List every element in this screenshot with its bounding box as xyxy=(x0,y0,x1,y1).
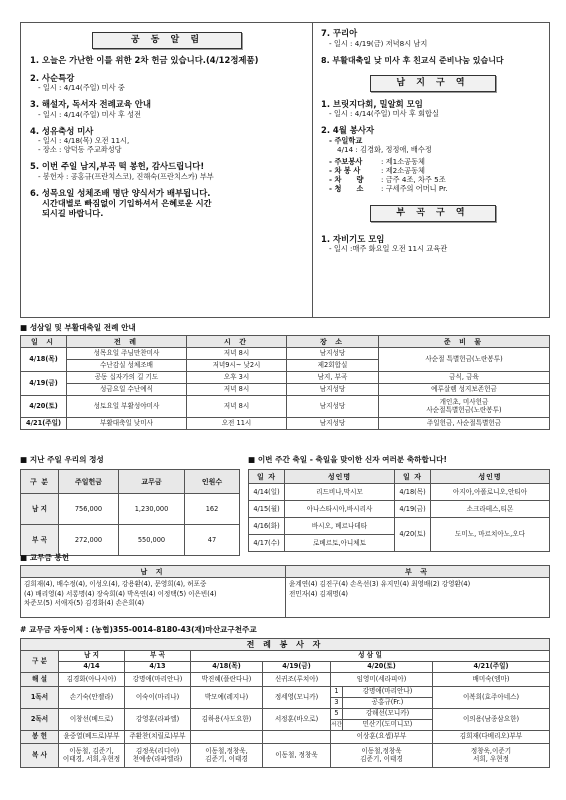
liturgy-place: 남지성당 xyxy=(287,396,379,418)
liturgy-h-place: 장 소 xyxy=(287,336,379,348)
liturgy-title: ■ 성삼일 및 부활대축일 전례 안내 xyxy=(20,323,136,332)
stats-h-count: 인원수 xyxy=(185,470,240,494)
server-line: 이동철,정창욱, xyxy=(205,746,248,755)
feast-h-date: 일 자 xyxy=(395,470,431,484)
feast-section xyxy=(248,455,550,552)
liturgy-date: 4/21(주일) xyxy=(21,418,67,430)
liturgy-rite: 성목요일 주님만찬미사 xyxy=(67,348,187,360)
feast-name: 아나스타시아,바시리사 xyxy=(285,501,395,518)
service-seongsam-label: 성 삼 일 xyxy=(191,651,550,662)
stats-sunday: 272,000 xyxy=(59,525,119,556)
role-label: 봉 헌 xyxy=(21,731,59,744)
service-table xyxy=(20,638,550,768)
notice-line: - 일시 : 4/18(목) 오전 11시, xyxy=(38,136,130,145)
service-cell: 강명애(마리안나) xyxy=(343,687,433,698)
role-label: 1독서 xyxy=(21,687,59,709)
namji-2-sub: - 주일학교 xyxy=(329,135,363,145)
liturgy-rite: 성금요일 수난예식 xyxy=(67,384,187,396)
liturgy-time: 저녁 8시 xyxy=(187,348,287,360)
service-cell: 이동철, 정창욱 xyxy=(263,744,331,768)
notice-line: - 봉헌자 : 공홍규(프란치스코), 진해숙(프란치스카) 부부 xyxy=(38,171,214,181)
tithe-line: 윤계연(4) 김진구(4) 손옥선(3) 유지민(4) 최영배(2) 강영환(4) xyxy=(289,580,471,589)
liturgy-date: 4/19(금) xyxy=(21,372,67,396)
namji-2-sub2: 4/14 : 김경화, 정정애, 배수정 xyxy=(337,144,432,154)
server-line: 김준기, 이태경 xyxy=(360,754,403,763)
feast-date: 4/14(일) xyxy=(249,484,285,501)
liturgy-h-time: 시 간 xyxy=(187,336,287,348)
liturgy-table xyxy=(20,335,550,430)
service-cell xyxy=(191,731,263,744)
stats-count: 47 xyxy=(185,525,240,556)
notice-head: 6. 성목요일 성체조배 명단 양식서가 배부됩니다. xyxy=(30,187,211,198)
tithe-line: 전민자(4) 김재명(4) xyxy=(289,589,348,598)
service-cell: 이창선(베드로) xyxy=(59,709,125,731)
feast-date: 4/15(월) xyxy=(249,501,285,518)
service-cell: 김희재(다베리오)부부 xyxy=(433,731,550,744)
role-row xyxy=(321,157,544,166)
liturgy-place: 제2회합실 xyxy=(287,360,379,372)
liturgy-h-rite: 전 례 xyxy=(67,336,187,348)
service-cell: 강해선(모니카) xyxy=(343,709,433,720)
server-line: 이태경, 서희,우현정 xyxy=(62,754,121,763)
tithe-h-namji: 남 지 xyxy=(21,566,286,578)
service-date: 4/13 xyxy=(125,662,191,673)
feast-title: ■ 이번 주간 축일 - 축일을 맞이한 신자 여러분 축하합니다! xyxy=(248,455,447,464)
stats-area: 남 지 xyxy=(21,494,59,525)
service-date: 4/19(금) xyxy=(263,662,331,673)
liturgy-date: 4/18(목) xyxy=(21,348,67,372)
reading-num: 서간 xyxy=(331,720,343,731)
namji-2-head: 2. 4월 봉사자 xyxy=(321,125,375,135)
server-line: 서희, 우현정 xyxy=(472,754,510,763)
service-cell: 윤중열(베드로)부부 xyxy=(59,731,125,744)
feast-date: 4/17(수) xyxy=(249,535,285,552)
role-label: - 청 소 xyxy=(329,183,364,193)
service-cell xyxy=(263,731,331,744)
notice-item xyxy=(30,55,304,66)
role-value: : 제1소공동체 xyxy=(381,156,425,166)
service-cell: 공홍규(Fr.) xyxy=(343,698,433,709)
notice-line: - 일시 : 4/14(주일) 미사 후 성전 xyxy=(38,109,141,119)
liturgy-h-prep: 준 비 물 xyxy=(379,336,550,348)
bugok-title: 부 곡 구 역 xyxy=(370,205,496,222)
namji-1-head: 1. 브릿지다회, 밀알회 모임 xyxy=(321,98,423,109)
stats-h-area: 구 분 xyxy=(21,470,59,494)
notice-list xyxy=(30,55,304,219)
notice-line: 되시길 바랍니다. xyxy=(42,208,104,219)
service-cell: 강명애(마리안나) xyxy=(125,673,191,687)
stats-section xyxy=(20,455,240,556)
role-label: 2독서 xyxy=(21,709,59,731)
feast-table xyxy=(248,469,550,552)
liturgy-prep xyxy=(379,396,550,418)
bugok-1-line: - 일시 :매주 화요일 오전 11시 교육관 xyxy=(329,244,448,253)
liturgy-rite: 부활대축일 낮미사 xyxy=(67,418,187,430)
liturgy-prep: 사순절 특별헌금(노란봉투) xyxy=(379,348,550,372)
liturgy-rite: 공동 십자가의 길 기도 xyxy=(67,372,187,384)
service-cell: 손기숙(안젤라) xyxy=(59,687,125,709)
service-cell: 민산기(도미니꼬) xyxy=(343,720,433,731)
notice-item xyxy=(30,161,304,181)
service-cell: 이복희(효주아네스) xyxy=(433,687,550,709)
stats-h-sunday: 주일헌금 xyxy=(59,470,119,494)
service-cell: 정세영(모니카) xyxy=(263,687,331,709)
common-notices xyxy=(20,22,312,318)
liturgy-place: 남지성당 xyxy=(287,348,379,360)
notice-7-head: 7. 꾸리아 xyxy=(321,28,358,38)
feast-name: 아지아,아폴로니오,안티아 xyxy=(431,484,550,501)
liturgy-rite: 수난감실 성체조배 xyxy=(67,360,187,372)
service-cell: 임영미(세라피아) xyxy=(331,673,433,687)
account-line: # 교무금 자동이체 : (농협)355-0014-8180-43(재)마산교구천주교 xyxy=(20,625,257,634)
role-value: : 금주 4조, 차주 5조 xyxy=(381,174,446,184)
stats-area: 부 곡 xyxy=(21,525,59,556)
stats-sunday: 756,000 xyxy=(59,494,119,525)
stats-count: 162 xyxy=(185,494,240,525)
role-label: 복 사 xyxy=(21,744,59,768)
notice-item xyxy=(30,126,304,155)
liturgy-time: 저녁9시~ 낮2시 xyxy=(187,360,287,372)
stats-title: ■ 지난 주일 우리의 정성 xyxy=(20,455,104,464)
role-label: - 차 량 xyxy=(329,174,364,184)
liturgy-h-date: 일 시 xyxy=(21,336,67,348)
feast-date: 4/16(화) xyxy=(249,518,285,535)
liturgy-place: 남지성당 xyxy=(287,384,379,396)
bugok-1-head: 1. 자비기도 모임 xyxy=(321,233,385,244)
service-cell: 서정훈(바오로) xyxy=(263,709,331,731)
server-line: 정창욱,이준기 xyxy=(470,746,512,755)
feast-name: 바시오, 베르나데타 xyxy=(285,518,395,535)
role-row xyxy=(321,184,544,193)
reading-num: 5 xyxy=(331,709,343,720)
stats-due: 550,000 xyxy=(119,525,185,556)
liturgy-prep: 주일헌금, 사순절특별헌금 xyxy=(379,418,550,430)
notice-head: 1. 오늘은 가난한 이를 위한 2차 헌금 있습니다.(4/12정제품) xyxy=(30,55,259,65)
liturgy-place: 남지, 부곡 xyxy=(287,372,379,384)
tithe-line: 김희재(4), 배수정(4), 이성오(4), 강용환(4), 문영희(4), 허포중 xyxy=(24,580,207,589)
service-cell: 김경화(아나시아) xyxy=(59,673,125,687)
notice-head: 5. 이번 주일 남지,부곡 떡 봉헌, 감사드립니다! xyxy=(30,161,205,171)
liturgy-time: 저녁 8시 xyxy=(187,396,287,418)
role-value: : 구세주의 어머니 Pr. xyxy=(381,183,448,193)
prep-line: 사순절특별헌금(노란봉투) xyxy=(426,405,502,414)
liturgy-section xyxy=(20,323,550,430)
service-cell: 이상훈(요셉)부부 xyxy=(331,731,433,744)
namji-title: 남 지 구 역 xyxy=(370,75,496,92)
notice-head: 4. 성유축성 미사 xyxy=(30,125,94,136)
right-notices xyxy=(312,22,550,318)
service-cell: 신귀조(루치아) xyxy=(263,673,331,687)
feast-date: 4/19(금) xyxy=(395,501,431,518)
notice-item xyxy=(30,99,304,119)
service-cell xyxy=(191,744,263,768)
namji-roles xyxy=(321,157,544,193)
notice-item xyxy=(30,188,304,219)
tithe-line: (4) 배리영(4) 서롱명(4) 장숙희(4) 박옥연(4) 이정택(5) 이은빈(4) xyxy=(24,589,217,598)
liturgy-date: 4/20(토) xyxy=(21,396,67,418)
notice-line: - 일시 : 4/14(주일) 미사 중 xyxy=(38,83,125,92)
service-cell xyxy=(59,744,125,768)
service-title: 전 례 봉 사 자 xyxy=(21,639,550,651)
role-label: - 차 봉 사 xyxy=(329,165,361,175)
service-cell xyxy=(433,744,550,768)
common-notices-title: 공 동 알 림 xyxy=(92,32,242,49)
reading-num: 3 xyxy=(331,698,343,709)
stats-due: 1,230,000 xyxy=(119,494,185,525)
liturgy-time: 오후 3시 xyxy=(187,372,287,384)
notice-8-head: 8. 부활대축일 낮 미사 후 친교식 준비나눔 있습니다 xyxy=(321,55,504,65)
service-cell: 이의용(남종삼요한) xyxy=(433,709,550,731)
feast-name: 로베르토,아니체토 xyxy=(285,535,395,552)
feast-h-date: 일 자 xyxy=(249,470,285,484)
feast-name: 소크라테스,티몬 xyxy=(431,501,550,518)
notice-line: 시간대별로 빠짐없이 기입하셔서 은혜로운 시간 xyxy=(42,198,212,208)
service-date: 4/20(토) xyxy=(331,662,433,673)
service-cell: 강영훈(라파엘) xyxy=(125,709,191,731)
liturgy-time: 오전 11시 xyxy=(187,418,287,430)
server-line: 김준기, 이태경 xyxy=(205,754,248,763)
role-label: 해 설 xyxy=(21,673,59,687)
server-line: 천예송(라파엘라) xyxy=(132,754,183,763)
feast-date: 4/18(목) xyxy=(395,484,431,501)
tithe-title: ■ 교무금 봉헌 xyxy=(20,553,70,562)
server-line: 이동철, 김준기, xyxy=(69,746,114,755)
service-namji-label: 남 지 xyxy=(59,651,125,662)
feast-h-name: 성인명 xyxy=(285,470,395,484)
role-value: : 제2소공동체 xyxy=(381,165,425,175)
tithe-section xyxy=(20,553,550,618)
feast-name: 도미노, 마르치아노,오다 xyxy=(431,518,550,552)
role-row xyxy=(321,175,544,184)
feast-name: 리드비나,막시모 xyxy=(285,484,395,501)
stats-table xyxy=(20,469,240,556)
liturgy-prep: 금식, 금육 xyxy=(379,372,550,384)
server-line: 김정욱(리디아) xyxy=(135,746,180,755)
service-area-label: 구 분 xyxy=(21,651,59,673)
service-cell xyxy=(331,744,433,768)
service-section xyxy=(20,638,550,768)
liturgy-time: 저녁 8시 xyxy=(187,384,287,396)
notice-7-line: - 일시 : 4/19(금) 저녁8시 남지 xyxy=(329,38,428,48)
service-bugok-label: 부 곡 xyxy=(125,651,191,662)
feast-date: 4/20(토) xyxy=(395,518,431,552)
tithe-h-bugok: 부 곡 xyxy=(286,566,550,578)
service-cell: 박진혜(플란다나) xyxy=(191,673,263,687)
service-cell: 주환찬(치릴로)부부 xyxy=(125,731,191,744)
stats-h-due: 교무금 xyxy=(119,470,185,494)
service-date: 4/21(주일) xyxy=(433,662,550,673)
liturgy-prep: 예루살렘 성지보존헌금 xyxy=(379,384,550,396)
notice-head: 2. 사순특강 xyxy=(30,72,75,83)
role-label: - 주보봉사 xyxy=(329,156,363,166)
tithe-bugok-list xyxy=(286,578,550,618)
liturgy-rite: 성토요일 부활성야미사 xyxy=(67,396,187,418)
service-cell: 배미숙(엠마) xyxy=(433,673,550,687)
prep-line: 개인초, 미사헌금 xyxy=(439,398,489,407)
liturgy-place: 남지성당 xyxy=(287,418,379,430)
notice-line: - 장소 : 양덕동 주교좌성당 xyxy=(38,145,122,154)
feast-h-name: 성인명 xyxy=(431,470,550,484)
service-cell xyxy=(125,744,191,768)
reading-num: 1 xyxy=(331,687,343,698)
tithe-table xyxy=(20,565,550,618)
service-date: 4/18(목) xyxy=(191,662,263,673)
notice-item xyxy=(30,73,304,93)
service-cell: 박모예(레지나) xyxy=(191,687,263,709)
role-row xyxy=(321,166,544,175)
service-date: 4/14 xyxy=(59,662,125,673)
service-cell: 김하용(사도요한) xyxy=(191,709,263,731)
namji-1-line: - 일시 : 4/14(주일) 미사 후 회합실 xyxy=(329,109,439,118)
tithe-line: 차준모(5) 서애자(5) 김경화(4) 손은희(4) xyxy=(24,598,145,607)
notice-head: 3. 해설자, 독서자 전례교육 안내 xyxy=(30,99,151,109)
service-cell: 이숙이(마리나) xyxy=(125,687,191,709)
server-line: 이동철,정창욱 xyxy=(361,746,402,755)
tithe-namji-list xyxy=(21,578,286,618)
